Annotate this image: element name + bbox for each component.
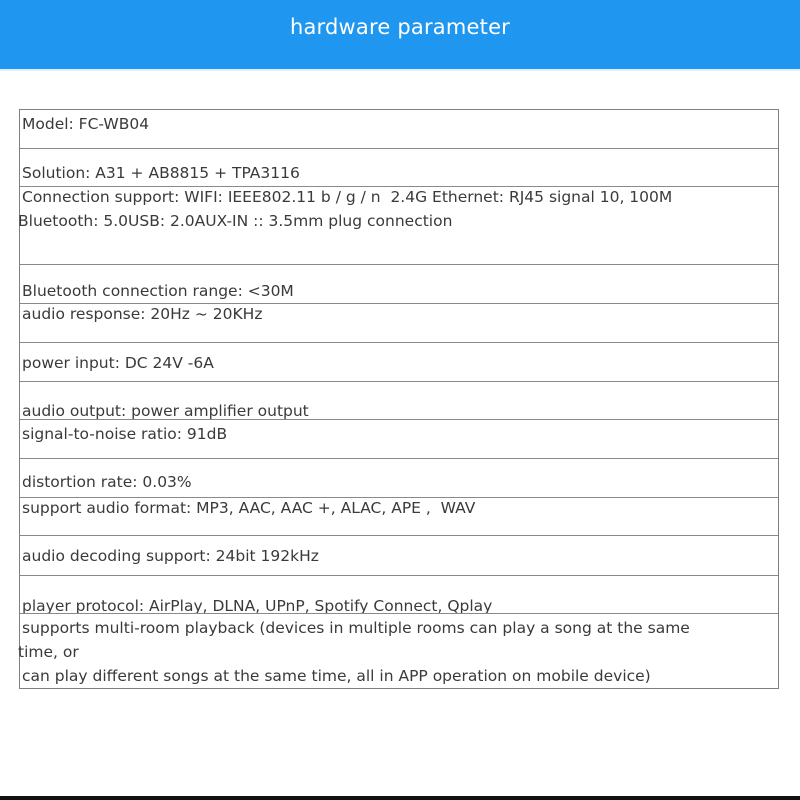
parameter-text: can play different songs at the same time, all in APP operation on mobile device) [22,667,651,685]
parameter-row [20,342,778,382]
parameter-text: distortion rate: 0.03% [22,473,192,491]
parameter-row [20,497,778,536]
parameter-text: audio output: power amplifier output [22,402,309,420]
parameter-text: Connection support: WIFI: IEEE802.11 b / g / n 2.4G Ethernet: RJ45 signal 10, 100M [22,188,673,206]
parameter-row [20,535,778,576]
parameter-row [20,458,778,498]
parameter-text: Bluetooth connection range: <30M [22,282,294,300]
parameter-text: Bluetooth: 5.0USB: 2.0AUX-IN :: 3.5mm plug connection [18,212,453,230]
header-banner [0,0,800,69]
parameter-text: player protocol: AirPlay, DLNA, UPnP, Spotify Connect, Qplay [22,597,493,615]
parameter-text: supports multi-room playback (devices in multiple rooms can play a song at the same [22,619,690,637]
parameter-row [20,148,778,187]
parameter-text: support audio format: MP3, AAC, AAC +, ALAC, APE , WAV [22,499,476,517]
parameter-text: signal-to-noise ratio: 91dB [22,425,228,443]
bottom-border [0,796,800,800]
banner-divider [0,69,800,71]
parameter-text: audio response: 20Hz ~ 20KHz [22,305,263,323]
parameter-text: Model: FC-WB04 [22,115,150,133]
parameter-row [20,186,778,265]
parameter-text: audio decoding support: 24bit 192kHz [22,547,319,565]
parameter-row [20,419,778,459]
page-title: hardware parameter [289,14,511,39]
parameter-text: power input: DC 24V -6A [22,354,214,372]
parameter-row [20,303,778,343]
parameter-text: time, or [18,643,79,661]
parameter-row [20,613,778,690]
parameter-table [19,109,779,689]
parameter-row [20,264,778,304]
parameter-row [20,110,778,148]
parameter-row [20,381,778,420]
parameter-text: Solution: A31 + AB8815 + TPA3116 [22,164,300,182]
parameter-row [20,575,778,614]
